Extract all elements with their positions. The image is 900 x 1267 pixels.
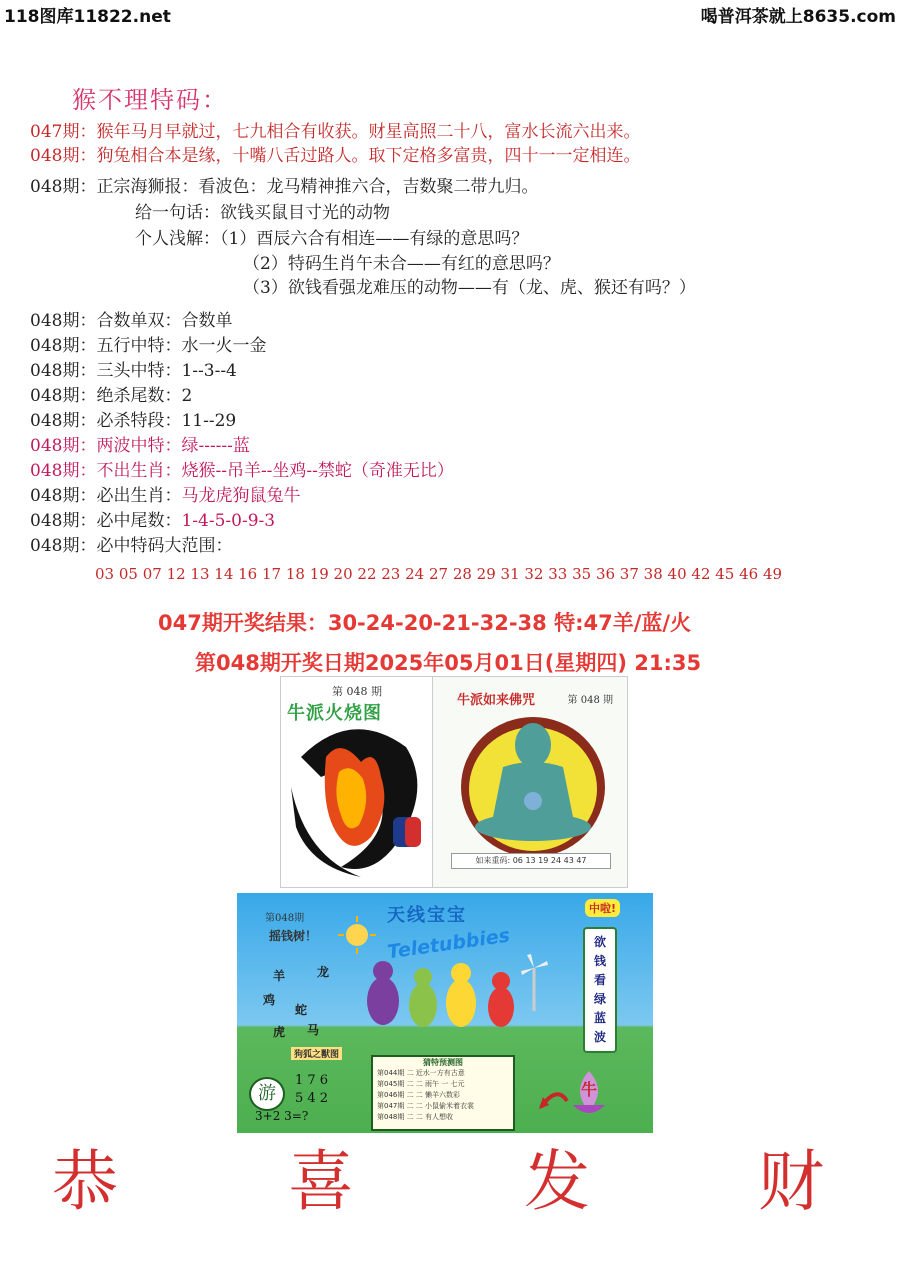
tt-label: 狗狐之獸图 xyxy=(291,1047,342,1060)
fire-issue: 第 048 期 xyxy=(332,685,382,698)
scroll-char: 波 xyxy=(593,1030,606,1044)
buddha-icon xyxy=(433,707,627,857)
site-logo-right[interactable]: 喝普洱茶就上8635.com xyxy=(700,7,896,27)
blessing-char: 财 xyxy=(758,1143,824,1220)
fire-title: 牛派火烧图 xyxy=(287,703,382,724)
prediction-row xyxy=(30,360,237,382)
scroll-char: 看 xyxy=(593,973,606,987)
prediction-label: 048期：必中特码大范围： xyxy=(30,536,233,556)
verse-048: 048期：狗兔相合本是缘，十嘴八舌过路人。取下定格多富贵，四十一一定相连。 xyxy=(30,146,641,166)
prediction-label: 048期：不出生肖： xyxy=(30,461,182,481)
tt-board xyxy=(371,1055,515,1131)
fire-picture[interactable] xyxy=(280,676,434,888)
prediction-label: 048期：五行中特： xyxy=(30,336,182,356)
lion-line-1: 048期：正宗海狮报：看波色：龙马精神推六合，吉数聚二带九归。 xyxy=(30,177,539,197)
prediction-row xyxy=(30,485,300,507)
prediction-value: 1-4-5-0-9-3 xyxy=(181,511,276,531)
prediction-value: 1--3--4 xyxy=(181,361,237,381)
prediction-value: 2 xyxy=(181,386,193,406)
prediction-label: 048期：合数单双： xyxy=(30,311,182,331)
board-line: 第044期 二 近水一方有古意 xyxy=(377,1069,465,1077)
board-line: 第047期 二 二 小鼠偷米着衣裳 xyxy=(377,1102,475,1110)
puzzle-row-1: 1 7 6 xyxy=(295,1073,329,1088)
range-numbers: 03 05 07 12 13 14 16 17 18 19 20 22 23 24 27 28 29 31 32 33 35 36 37 38 40 42 45 46 49 xyxy=(95,565,783,583)
zodiac-char: 羊 xyxy=(273,969,286,983)
prediction-value: 烧猴--吊羊--坐鸡--禁蛇（奇准无比） xyxy=(181,461,454,481)
scroll-char: 钱 xyxy=(593,954,606,968)
board-title: 猜特预测图 xyxy=(423,1058,463,1067)
next-draw-date: 第048期开奖日期2025年05月01日(星期四) 21:35 xyxy=(195,651,702,675)
board-line: 第045期 二 二 雨午 一 七元 xyxy=(377,1080,465,1088)
blessing-char: 发 xyxy=(524,1143,590,1220)
site-logo-left[interactable]: 118图库11822.net xyxy=(4,7,171,27)
tt-niu: 牛 xyxy=(581,1080,598,1099)
puzzle-you: 游 xyxy=(249,1077,285,1111)
tt-brand: Teletubbies xyxy=(386,924,512,964)
scroll-char: 蓝 xyxy=(593,1011,606,1025)
board-line: 第048期 二 二 有人想收 xyxy=(377,1113,454,1121)
prediction-label: 048期：两波中特： xyxy=(30,436,182,456)
prediction-value: 合数单 xyxy=(181,311,233,331)
verse-047: 047期：猴年马月早就过，七九相合有收获。财星高照二十八，富水长流六出来。 xyxy=(30,122,641,142)
tt-tree-label: 摇钱树！ xyxy=(269,929,318,943)
prediction-label: 048期：绝杀尾数： xyxy=(30,386,182,406)
buddha-title: 牛派如来佛咒 xyxy=(457,693,536,708)
zodiac-char: 虎 xyxy=(273,1025,286,1039)
windmill-icon xyxy=(519,953,549,1013)
buddha-issue: 第 048 期 xyxy=(567,695,613,706)
prediction-label: 048期：三头中特： xyxy=(30,361,182,381)
prediction-label: 048期：必出生肖： xyxy=(30,486,182,506)
tt-issue: 第048期 xyxy=(265,913,305,924)
prediction-value: 11--29 xyxy=(181,411,237,431)
tt-title: 天线宝宝 xyxy=(387,905,467,926)
prediction-label: 048期：必杀特段： xyxy=(30,411,182,431)
prediction-row xyxy=(30,410,236,432)
zodiac-char: 龙 xyxy=(317,965,330,979)
blessing-char: 喜 xyxy=(288,1143,354,1220)
prediction-label: 048期：必中尾数： xyxy=(30,511,182,531)
lion-line-4: （2）特码生肖午未合——有红的意思吗？ xyxy=(243,254,560,274)
zodiac-char: 蛇 xyxy=(295,1003,308,1017)
zodiac-char: 鸡 xyxy=(263,993,276,1007)
lion-line-5: （3）欲钱看强龙难压的动物——有（龙、虎、猴还有吗？） xyxy=(243,278,696,298)
tt-badge: 中啦! xyxy=(585,899,620,917)
prediction-row xyxy=(30,510,275,532)
result-047: 047期开奖结果：30-24-20-21-32-38 特:47羊/蓝/火 xyxy=(158,611,692,635)
prediction-row xyxy=(30,460,454,482)
prediction-value: 水一火一金 xyxy=(181,336,267,356)
prediction-row xyxy=(30,310,232,332)
prediction-value: 绿------蓝 xyxy=(181,436,250,456)
scroll-char: 绿 xyxy=(593,992,606,1006)
fire-swirl-icon xyxy=(281,717,433,887)
zodiac-char: 马 xyxy=(307,1023,320,1037)
sun-icon xyxy=(337,915,377,955)
prediction-row xyxy=(30,335,266,357)
lion-line-3: 个人浅解：（1）酉辰六合有相连——有绿的意思吗？ xyxy=(135,229,529,249)
puzzle-row-3: 3+2 3=? xyxy=(255,1109,309,1123)
lion-line-2: 给一句话：欲钱买鼠目寸光的动物 xyxy=(135,203,390,223)
puzzle-row-2: 5 4 2 xyxy=(295,1091,329,1106)
scroll-char: 欲 xyxy=(593,935,606,949)
blessing-char: 恭 xyxy=(52,1143,118,1220)
page-title: 猴不理特码： xyxy=(72,86,228,114)
prediction-row xyxy=(30,435,250,457)
prediction-value: 马龙虎狗鼠兔牛 xyxy=(181,486,301,506)
buddha-picture[interactable] xyxy=(432,676,628,888)
teletubbies-picture[interactable] xyxy=(237,893,653,1133)
teletubbies-figures-icon xyxy=(355,953,525,1043)
tt-scroll xyxy=(583,927,617,1053)
buddha-numbers: 如来重码: 06 13 19 24 43 47 xyxy=(451,853,611,869)
prediction-row xyxy=(30,385,192,407)
prediction-row xyxy=(30,535,232,557)
board-line: 第046期 二 二 懒羊六数彩 xyxy=(377,1091,461,1099)
lotus-icon xyxy=(537,1065,617,1125)
